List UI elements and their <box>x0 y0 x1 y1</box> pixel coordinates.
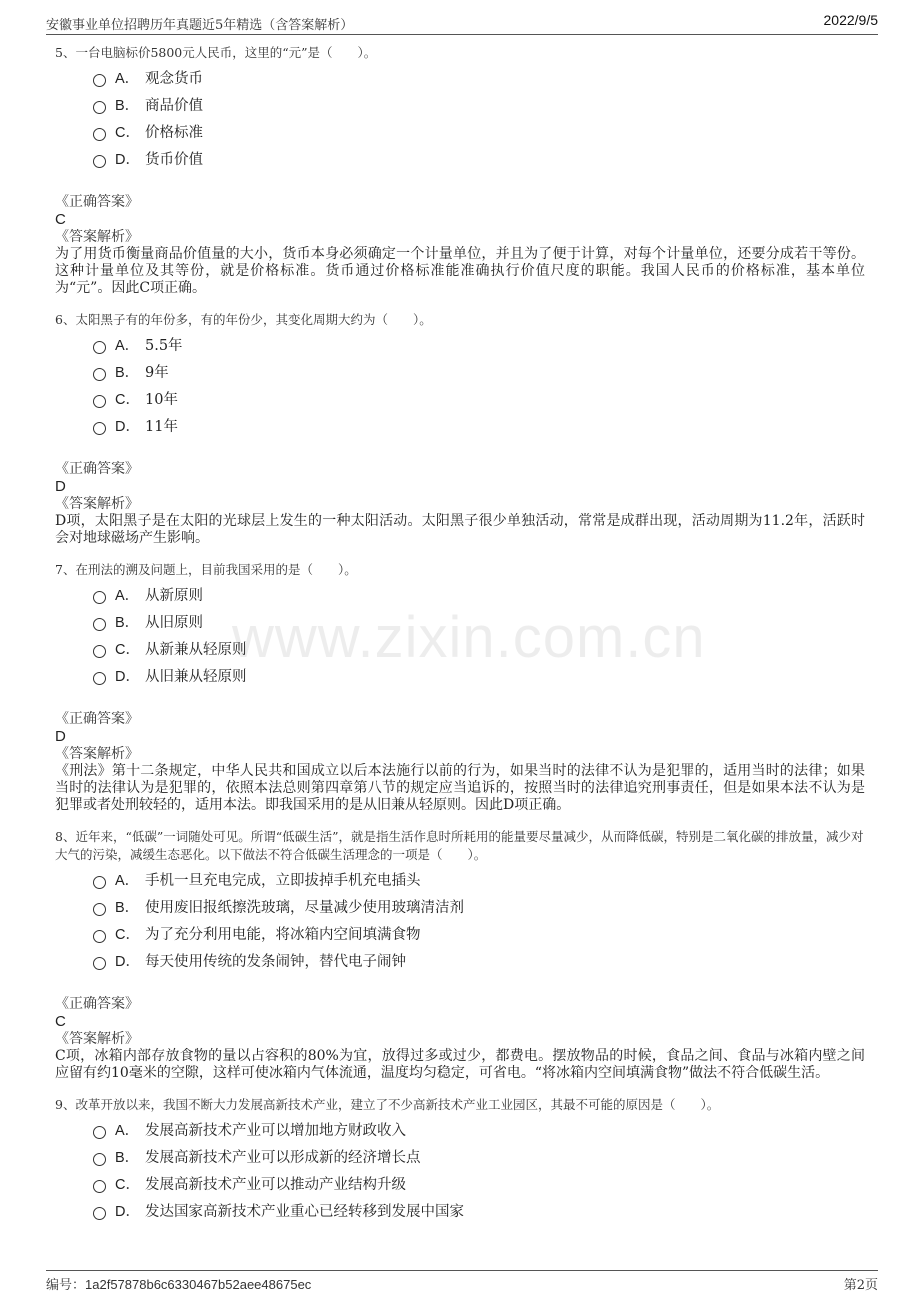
option-text: 商品价值 <box>145 98 203 114</box>
option-c[interactable] <box>93 118 865 145</box>
radio-icon[interactable] <box>93 128 106 141</box>
option-text: 手机一旦充电完成，立即拔掉手机充电插头 <box>145 873 421 889</box>
option-d[interactable] <box>93 145 865 172</box>
answer-label: 《正确答案》 <box>55 194 139 210</box>
option-text: 从旧兼从轻原则 <box>145 669 247 685</box>
option-letter: C． <box>115 392 140 408</box>
watermark: www.zixin.com.cn <box>232 605 706 670</box>
option-letter: A． <box>115 71 140 87</box>
option-b[interactable] <box>93 1143 865 1170</box>
answer-label: 《正确答案》 <box>55 996 139 1012</box>
option-text: 货币价值 <box>145 152 203 168</box>
answer-block <box>55 996 865 1082</box>
radio-icon[interactable] <box>93 155 106 168</box>
radio-icon[interactable] <box>93 1126 106 1139</box>
radio-icon[interactable] <box>93 930 106 943</box>
analysis-label: 《答案解析》 <box>55 496 139 512</box>
analysis-text: 为了用货币衡量商品价值量的大小，货币本身必须确定一个计量单位，并且为了便于计算，对每个计量单位，还要分成若干等份。这种计量单位及其等份，就是价格标准。货币通过价格标准能准确执行价值尺度的职能。我国人民币的价格标准，基本单位为“元”。因此C项正确。 <box>55 246 865 296</box>
option-text: 为了充分利用电能，将冰箱内空间填满食物 <box>145 927 421 943</box>
option-a[interactable] <box>93 64 865 91</box>
analysis-label: 《答案解析》 <box>55 1031 139 1047</box>
option-text: 使用废旧报纸擦洗玻璃，尽量减少使用玻璃清洁剂 <box>145 900 464 916</box>
code-label: 编号： <box>46 1278 86 1293</box>
document-date: 2022/9/5 <box>823 12 878 28</box>
option-text: 5.5年 <box>145 338 183 354</box>
option-text: 价格标准 <box>145 125 203 141</box>
option-a[interactable] <box>93 581 865 608</box>
option-text: 10年 <box>145 392 178 408</box>
question-9 <box>55 1096 865 1224</box>
option-letter: A． <box>115 338 140 354</box>
question-text: 5、一台电脑标价5800元人民币，这里的“元”是（ ）。 <box>55 45 377 60</box>
radio-icon[interactable] <box>93 618 106 631</box>
page-footer <box>46 1270 878 1293</box>
radio-icon[interactable] <box>93 368 106 381</box>
option-letter: A． <box>115 1123 140 1139</box>
option-letter: A． <box>115 873 140 889</box>
option-text: 观念货币 <box>145 71 203 87</box>
analysis-label: 《答案解析》 <box>55 229 139 245</box>
option-letter: B． <box>115 98 140 114</box>
option-a[interactable] <box>93 1116 865 1143</box>
radio-icon[interactable] <box>93 395 106 408</box>
radio-icon[interactable] <box>93 1207 106 1220</box>
radio-icon[interactable] <box>93 341 106 354</box>
option-c[interactable] <box>93 920 865 947</box>
answer-value: C <box>55 1013 66 1030</box>
analysis-text: C项，冰箱内部存放食物的量以占容积的80%为宜，放得过多或过少，都费电。摆放物品的时候，食品之间、食品与冰箱内壁之间应留有约10毫米的空隙，这样可使冰箱内气体流通，温度均匀稳定，可省电。“将冰箱内空间填满食物”做法不符合低碳生活。 <box>55 1048 865 1081</box>
option-c[interactable] <box>93 1170 865 1197</box>
radio-icon[interactable] <box>93 74 106 87</box>
answer-value: C <box>55 211 66 228</box>
answer-block <box>55 461 865 547</box>
option-text: 发展高新技术产业可以增加地方财政收入 <box>145 1123 406 1139</box>
option-text: 9年 <box>145 365 169 381</box>
answer-value: D <box>55 728 66 745</box>
option-b[interactable] <box>93 893 865 920</box>
analysis-text: 《刑法》第十二条规定，中华人民共和国成立以后本法施行以前的行为，如果当时的法律不认为是犯罪的，适用当时的法律；如果当时的法律认为是犯罪的，依照本法总则第四章第八节的规定应当追诉的，按照当时的法律追究刑事责任，但是如果本法不认为是犯罪或者处刑较轻的，适用本法。即我国采用的是从旧兼从轻原则。因此D项正确。 <box>55 763 865 813</box>
options-list <box>55 866 865 974</box>
option-text: 11年 <box>145 419 178 435</box>
options-list <box>55 331 865 439</box>
document-code <box>46 1274 311 1293</box>
analysis-text: D项，太阳黑子是在太阳的光球层上发生的一种太阳活动。太阳黑子很少单独活动，常常是成群出现，活动周期为11.2年，活跃时会对地球磁场产生影响。 <box>55 513 865 546</box>
answer-label: 《正确答案》 <box>55 461 139 477</box>
option-c[interactable] <box>93 635 865 662</box>
answer-label: 《正确答案》 <box>55 711 139 727</box>
option-letter: D． <box>115 152 140 168</box>
option-d[interactable] <box>93 1197 865 1224</box>
page-header <box>46 14 878 35</box>
option-d[interactable] <box>93 412 865 439</box>
options-list <box>55 64 865 172</box>
question-list <box>55 44 865 1238</box>
answer-block <box>55 194 865 297</box>
question-text: 6、太阳黑子有的年份多，有的年份少，其变化周期大约为（ ）。 <box>55 312 432 327</box>
option-text: 发展高新技术产业可以推动产业结构升级 <box>145 1177 406 1193</box>
question-7 <box>55 561 865 814</box>
option-text: 每天使用传统的发条闹钟，替代电子闹钟 <box>145 954 406 970</box>
question-text: 8、近年来，“低碳”一词随处可见。所谓“低碳生活”，就是指生活作息时所耗用的能量要尽量减少，从而降低碳，特别是二氧化碳的排放量，减少对大气的污染，减缓生态恶化。以下做法不符合低碳生活理念的一项是（ ）。 <box>55 829 864 862</box>
option-letter: C． <box>115 927 140 943</box>
option-c[interactable] <box>93 385 865 412</box>
question-5 <box>55 44 865 297</box>
option-text: 从旧原则 <box>145 615 203 631</box>
question-text: 9、改革开放以来，我国不断大力发展高新技术产业，建立了不少高新技术产业工业园区，其最不可能的原因是（ ）。 <box>55 1097 720 1112</box>
option-text: 从新兼从轻原则 <box>145 642 247 658</box>
radio-icon[interactable] <box>93 422 106 435</box>
option-letter: C． <box>115 1177 140 1193</box>
radio-icon[interactable] <box>93 876 106 889</box>
option-b[interactable] <box>93 358 865 385</box>
option-a[interactable] <box>93 866 865 893</box>
option-text: 从新原则 <box>145 588 203 604</box>
options-list <box>55 1116 865 1224</box>
option-b[interactable] <box>93 608 865 635</box>
radio-icon[interactable] <box>93 903 106 916</box>
option-d[interactable] <box>93 947 865 974</box>
option-a[interactable] <box>93 331 865 358</box>
option-letter: C． <box>115 642 140 658</box>
question-text: 7、在刑法的溯及问题上，目前我国采用的是（ ）。 <box>55 562 357 577</box>
radio-icon[interactable] <box>93 1153 106 1166</box>
radio-icon[interactable] <box>93 957 106 970</box>
answer-block <box>55 711 865 814</box>
question-8 <box>55 828 865 1082</box>
page-number: 第2页 <box>843 1278 878 1293</box>
radio-icon[interactable] <box>93 1180 106 1193</box>
option-letter: B． <box>115 900 140 916</box>
radio-icon[interactable] <box>93 591 106 604</box>
option-letter: D． <box>115 1204 140 1220</box>
code-value: 1a2f57878b6c6330467b52aee48675ec <box>85 1277 312 1292</box>
options-list <box>55 581 865 689</box>
option-letter: D． <box>115 954 140 970</box>
option-letter: D． <box>115 419 140 435</box>
option-letter: D． <box>115 669 140 685</box>
option-letter: B． <box>115 615 140 631</box>
option-d[interactable] <box>93 662 865 689</box>
radio-icon[interactable] <box>93 672 106 685</box>
option-letter: A． <box>115 588 140 604</box>
document-title: 安徽事业单位招聘历年真题近5年精选（含答案解析） <box>46 18 354 33</box>
option-letter: B． <box>115 1150 140 1166</box>
option-letter: C． <box>115 125 140 141</box>
radio-icon[interactable] <box>93 645 106 658</box>
radio-icon[interactable] <box>93 101 106 114</box>
question-6 <box>55 311 865 547</box>
answer-value: D <box>55 478 66 495</box>
option-text: 发展高新技术产业可以形成新的经济增长点 <box>145 1150 421 1166</box>
option-b[interactable] <box>93 91 865 118</box>
analysis-label: 《答案解析》 <box>55 746 139 762</box>
option-letter: B． <box>115 365 140 381</box>
option-text: 发达国家高新技术产业重心已经转移到发展中国家 <box>145 1204 464 1220</box>
